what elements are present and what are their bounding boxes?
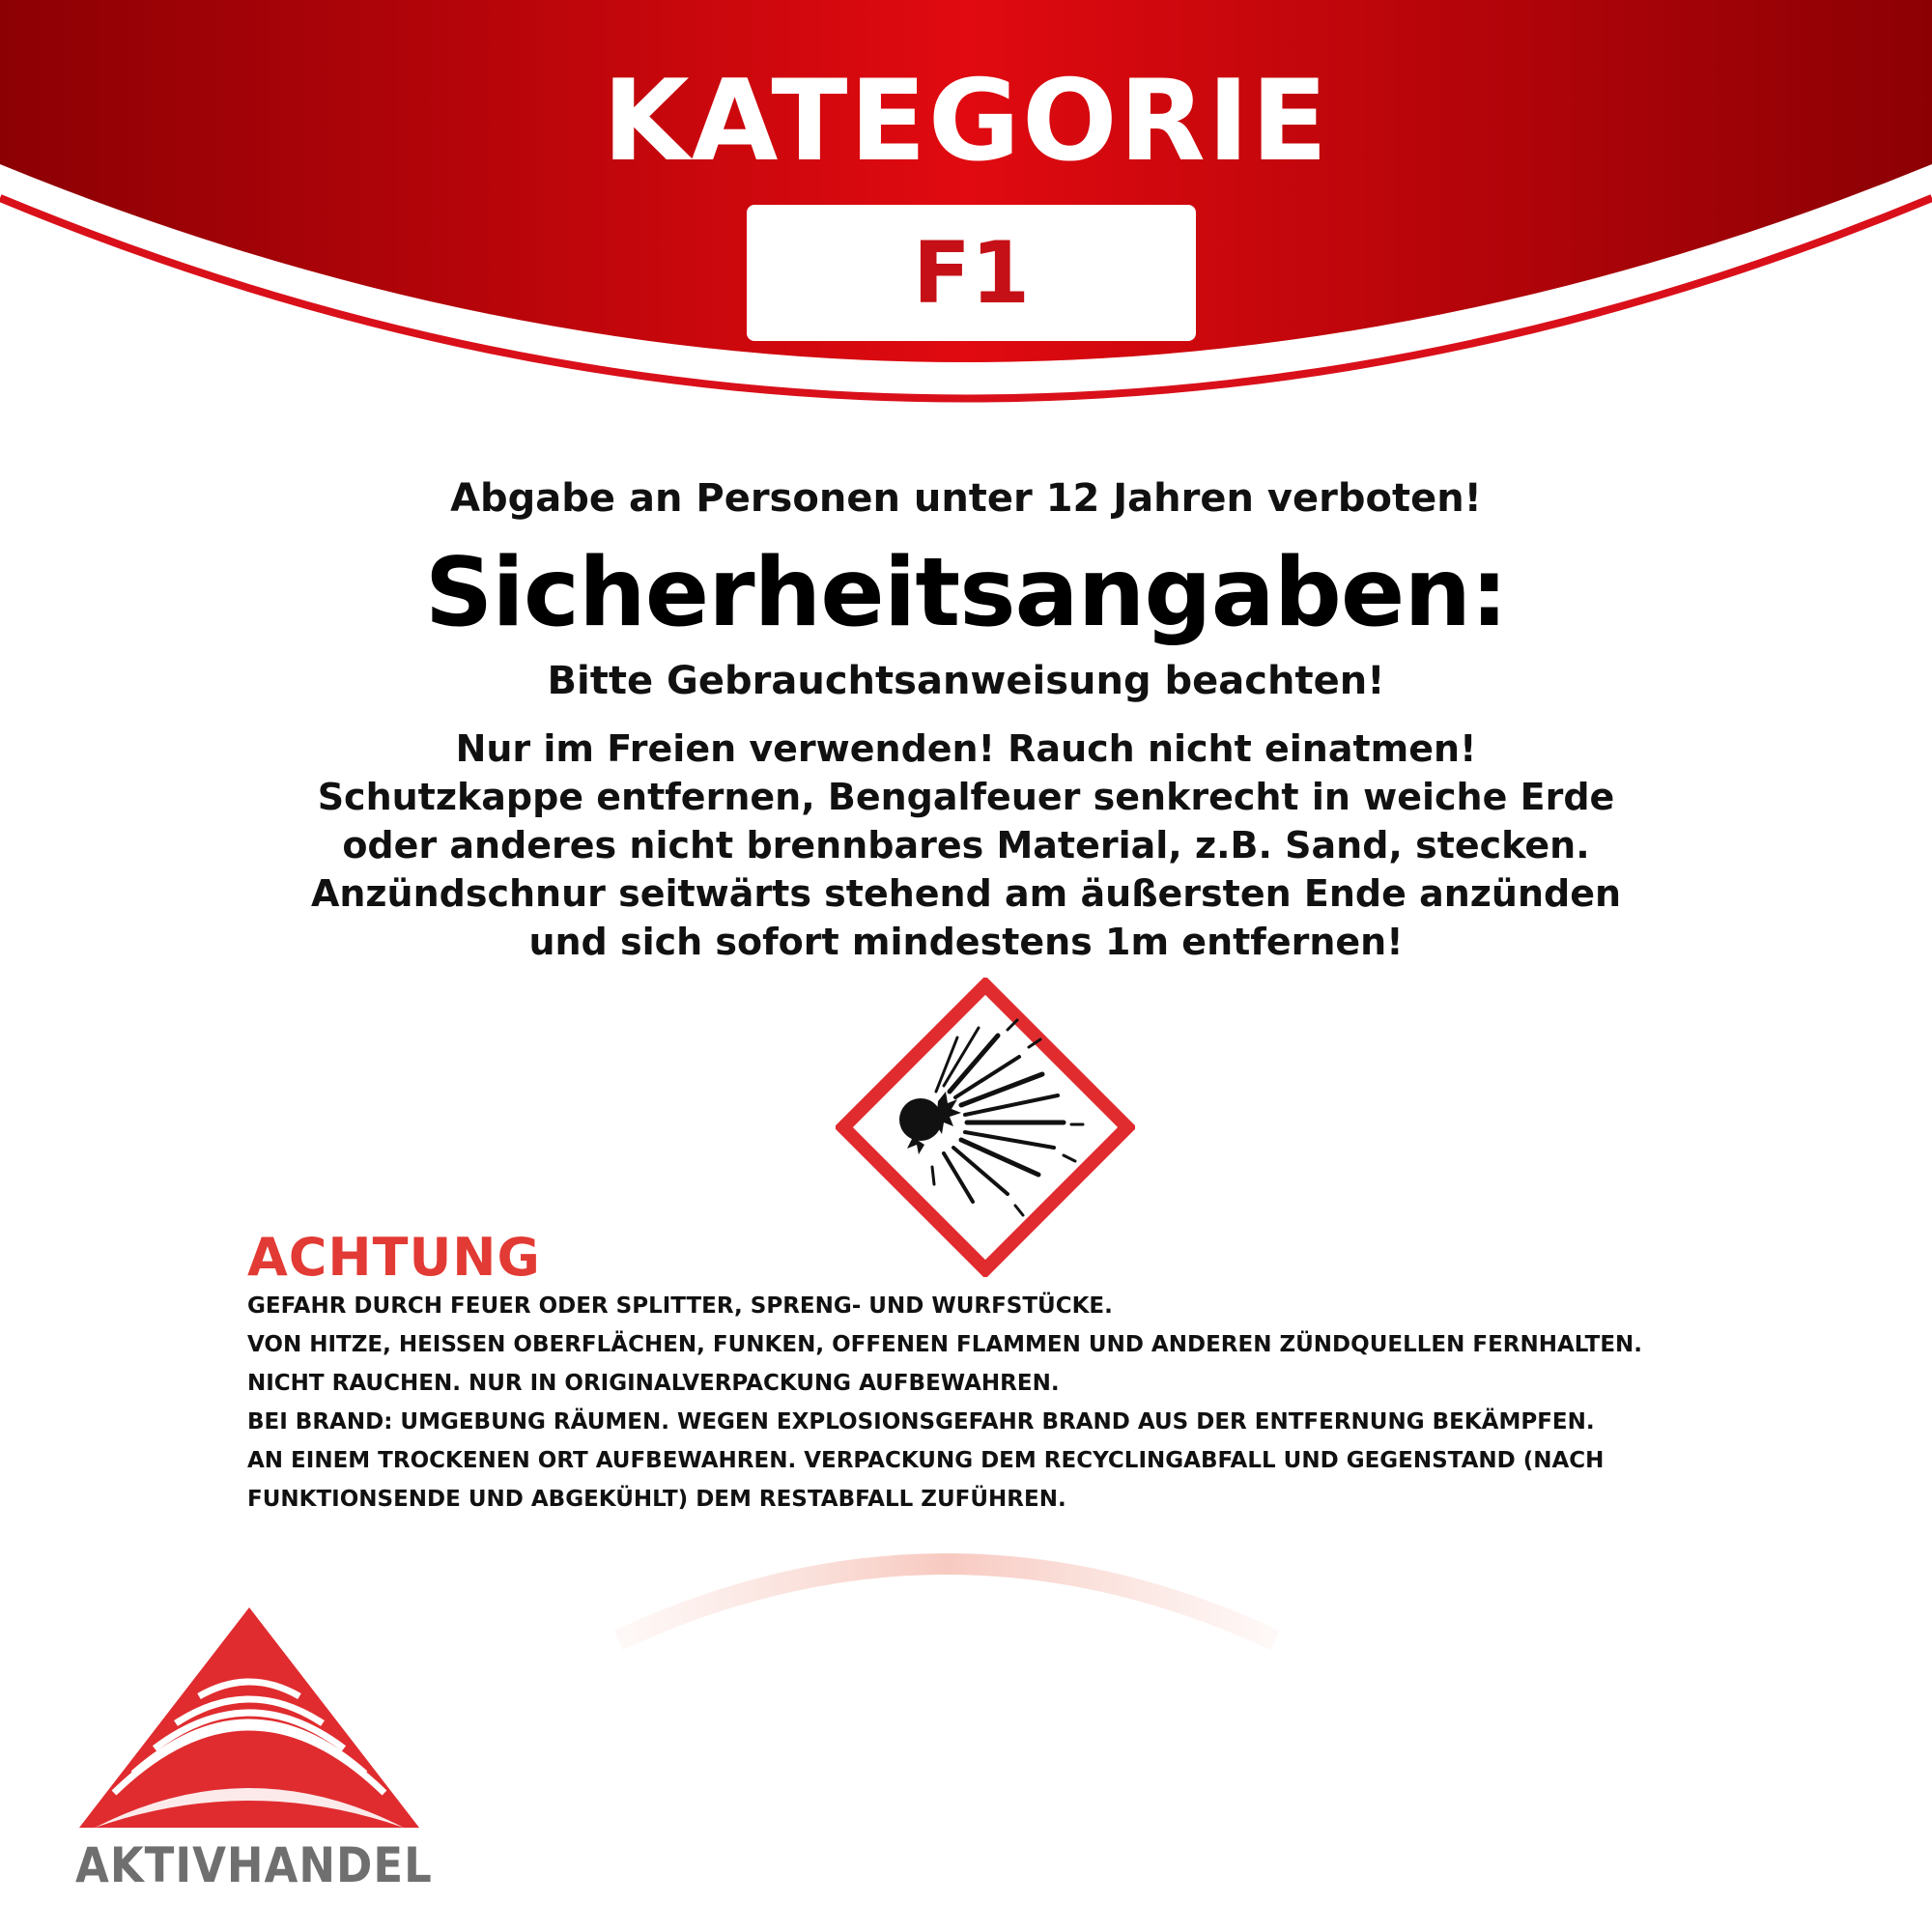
instruction-line: oder anderes nicht brennbares Material, z.B. Sand, stecken. <box>342 824 1590 867</box>
logo-triangle-icon <box>75 1604 423 1835</box>
category-value: F1 <box>912 222 1031 323</box>
warning-title: ACHTUNG <box>247 1227 541 1288</box>
ghs-explosive-icon <box>836 978 1135 1277</box>
warning-line: BEI BRAND: UMGEBUNG RÄUMEN. WEGEN EXPLOSIONSGEFAHR BRAND AUS DER ENTFERNUNG BEKÄMPFEN. <box>247 1409 1595 1435</box>
instruction-line: und sich sofort mindestens 1m entfernen! <box>528 921 1404 963</box>
instruction-line: Schutzkappe entfernen, Bengalfeuer senkrecht in weiche Erde <box>317 776 1615 818</box>
instruction-line: Anzündschnur seitwärts stehend am äußersten Ende anzünden <box>310 872 1622 915</box>
brand-logo <box>75 1604 433 1893</box>
warning-line: AN EINEM TROCKENEN ORT AUFBEWAHREN. VERPACKUNG DEM RECYCLINGABFALL UND GEGENSTAND (NACH <box>247 1448 1605 1473</box>
warning-line: VON HITZE, HEISSEN OBERFLÄCHEN, FUNKEN, OFFENEN FLAMMEN UND ANDEREN ZÜNDQUELLEN FERNHALTEN. <box>247 1332 1643 1357</box>
category-badge <box>747 205 1196 341</box>
brand-name: AKTIVHANDEL <box>75 1837 433 1893</box>
warning-text <box>247 1287 1696 1519</box>
warning-line: GEFAHR DURCH FEUER ODER SPLITTER, SPRENG- UND WURFSTÜCKE. <box>247 1293 1113 1319</box>
decorative-arc <box>580 1526 1314 1652</box>
warning-line: NICHT RAUCHEN. NUR IN ORIGINALVERPACKUNG AUFBEWAHREN. <box>247 1371 1060 1396</box>
category-title: KATEGORIE <box>602 56 1330 186</box>
age-restriction-note: Abgabe an Personen unter 12 Jahren verboten! <box>450 476 1482 521</box>
usage-note: Bitte Gebrauchtsanweisung beachten! <box>547 659 1385 703</box>
warning-line: FUNKTIONSENDE UND ABGEKÜHLT) DEM RESTABFALL ZUFÜHREN. <box>247 1487 1066 1512</box>
instruction-line: Nur im Freien verwenden! Rauch nicht einatmen! <box>455 727 1477 770</box>
safety-title: Sicherheitsangaben: <box>424 538 1508 648</box>
safety-instructions <box>290 724 1642 966</box>
